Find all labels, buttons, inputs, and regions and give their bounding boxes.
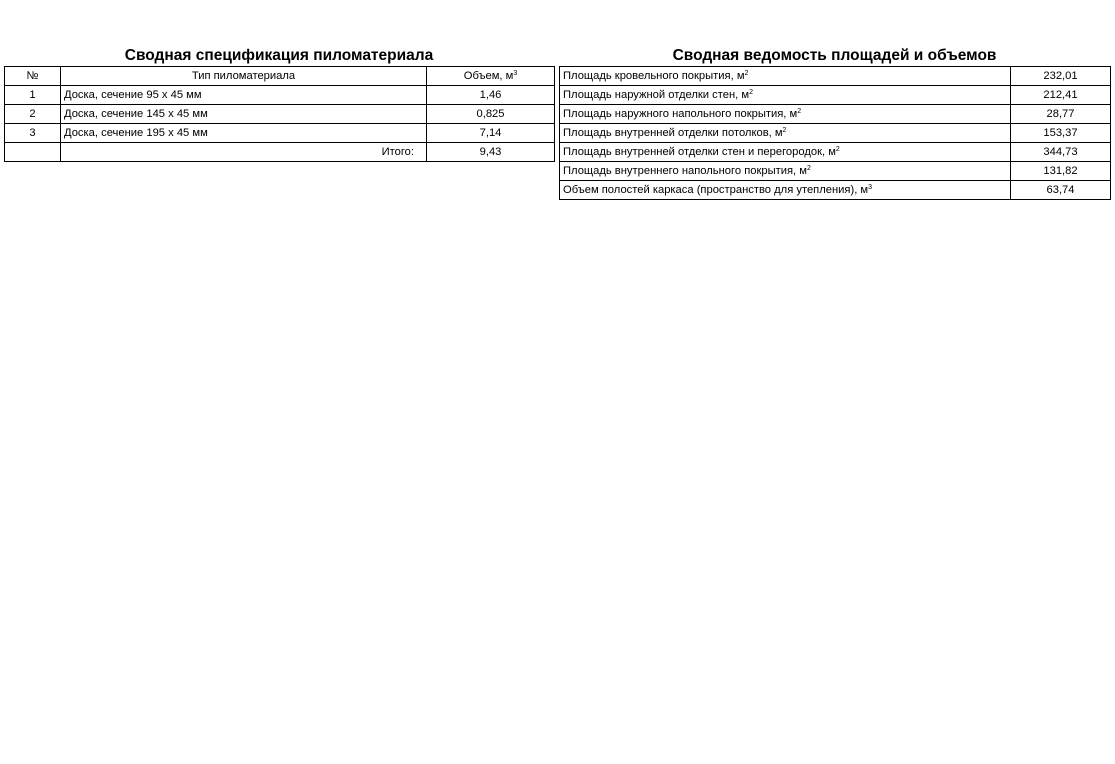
table-row	[560, 67, 1111, 86]
unit-exponent: 2	[782, 127, 787, 134]
row-type: Доска, сечение 95 х 45 мм	[61, 86, 427, 105]
row-label-text: Площадь кровельного покрытия, м	[563, 70, 745, 82]
header-volume	[427, 67, 555, 86]
total-value: 9,43	[427, 143, 555, 162]
table-row	[560, 86, 1111, 105]
unit-exponent: 2	[744, 70, 749, 77]
unit-exponent: 2	[806, 165, 811, 172]
row-type: Доска, сечение 145 х 45 мм	[61, 105, 427, 124]
table-row	[5, 86, 555, 105]
header-volume-unit-exponent: 3	[513, 70, 518, 77]
header-type: Тип пиломатериала	[61, 67, 427, 86]
lumber-spec-table	[4, 66, 555, 162]
areas-volumes-section	[559, 47, 1110, 200]
table-row	[560, 124, 1111, 143]
row-value: 28,77	[1011, 105, 1111, 124]
total-label: Итого:	[61, 143, 427, 162]
row-label-text: Площадь наружной отделки стен, м	[563, 89, 750, 101]
header-number: №	[5, 67, 61, 86]
row-value: 131,82	[1011, 162, 1111, 181]
areas-volumes-table	[559, 66, 1111, 200]
row-label	[560, 181, 1011, 200]
row-label-text: Площадь наружного напольного покрытия, м	[563, 108, 798, 120]
row-volume: 1,46	[427, 86, 555, 105]
row-label	[560, 105, 1011, 124]
row-label	[560, 124, 1011, 143]
header-volume-label: Объем, м	[463, 70, 514, 82]
row-type: Доска, сечение 195 х 45 мм	[61, 124, 427, 143]
row-number: 2	[5, 105, 61, 124]
row-label-text: Площадь внутренней отделки стен и перегородок, м	[563, 146, 836, 158]
row-value: 232,01	[1011, 67, 1111, 86]
table-row	[5, 124, 555, 143]
table-row	[560, 143, 1111, 162]
table-row	[560, 105, 1111, 124]
row-label	[560, 86, 1011, 105]
row-value: 153,37	[1011, 124, 1111, 143]
unit-exponent: 2	[749, 89, 753, 96]
row-label-text: Объем полостей каркаса (пространство для утепления), м	[563, 184, 869, 196]
row-number: 1	[5, 86, 61, 105]
row-volume: 0,825	[427, 105, 555, 124]
row-label	[560, 67, 1011, 86]
unit-exponent: 2	[797, 108, 802, 115]
row-label-text: Площадь внутренней отделки потолков, м	[563, 127, 783, 139]
row-volume: 7,14	[427, 124, 555, 143]
unit-exponent: 2	[835, 146, 840, 153]
table-row	[5, 105, 555, 124]
lumber-spec-title: Сводная спецификация пиломатериала	[124, 47, 434, 64]
lumber-spec-section	[4, 47, 554, 162]
row-value: 344,73	[1011, 143, 1111, 162]
row-value: 63,74	[1011, 181, 1111, 200]
total-row	[5, 143, 555, 162]
row-label	[560, 143, 1011, 162]
row-number: 3	[5, 124, 61, 143]
table-row	[560, 181, 1111, 200]
unit-exponent: 3	[868, 184, 873, 191]
row-label	[560, 162, 1011, 181]
total-blank-cell	[5, 143, 61, 162]
table-header-row	[5, 67, 555, 86]
row-label-text: Площадь внутреннего напольного покрытия, м	[563, 165, 807, 177]
row-value: 212,41	[1011, 86, 1111, 105]
table-row	[560, 162, 1111, 181]
areas-volumes-title: Сводная ведомость площадей и объемов	[672, 47, 997, 64]
